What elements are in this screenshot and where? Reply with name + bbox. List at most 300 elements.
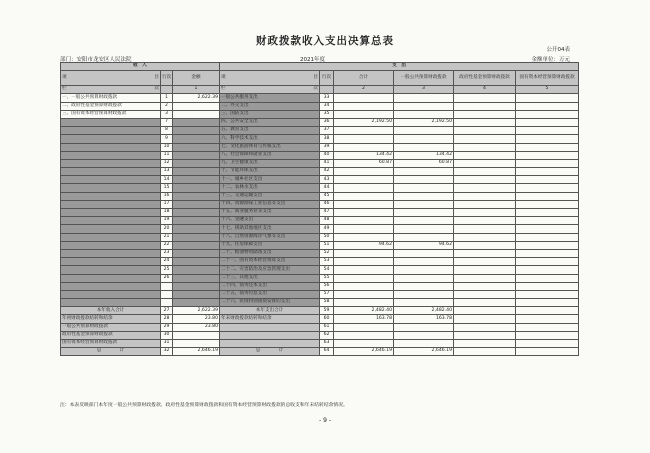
income-row-number: 8: [161, 127, 173, 135]
expense-total: [334, 217, 394, 225]
carry-expense-fund: [454, 323, 516, 331]
income-amount-empty: [173, 266, 220, 274]
expense-general: [394, 258, 454, 266]
carry-income-row: 28: [161, 315, 173, 323]
expense-total: [334, 249, 394, 257]
expense-general: [394, 266, 454, 274]
income-total-row: 27: [161, 307, 173, 315]
expense-row-number: 40: [320, 151, 334, 159]
item-col-label: 项: [62, 74, 67, 80]
income-item-empty: [61, 225, 161, 233]
expense-item: 十七、援助其他地区支出: [220, 225, 320, 233]
expense-item: 二十四、债务还本支出: [220, 282, 320, 290]
income-row-number: 23: [161, 249, 173, 257]
expense-total: [334, 102, 394, 110]
expense-total: [334, 299, 394, 307]
income-amount-empty: [173, 290, 220, 298]
col-number-2: 2: [334, 86, 394, 94]
income-amount-empty: [173, 127, 220, 135]
expense-soe: [516, 151, 579, 159]
table-body: [61, 63, 579, 356]
table-row: [61, 200, 579, 208]
grand-total-fund: [454, 348, 516, 356]
expense-soe: [516, 266, 579, 274]
expense-row-number: 47: [320, 209, 334, 217]
expense-item: 十二、农林水支出: [220, 184, 320, 192]
carry-expense-general: [394, 340, 454, 348]
expense-general: [394, 274, 454, 282]
expense-general: [394, 217, 454, 225]
expense-fund: [454, 110, 516, 118]
expense-total: [334, 184, 394, 192]
grand-total-amount: 2,646.19: [173, 348, 220, 356]
expense-item: 二十三、其他支出: [220, 274, 320, 282]
income-amount-empty: [173, 225, 220, 233]
carry-expense-label: [220, 331, 320, 339]
expense-header: 支 出: [220, 63, 579, 71]
table-row: [61, 331, 579, 339]
expense-fund: [454, 94, 516, 102]
carry-income-row: 31: [161, 340, 173, 348]
expense-total: 94.62: [334, 241, 394, 249]
table-row: [61, 94, 579, 102]
expense-fund: [454, 241, 516, 249]
income-item: 一、一般公共预算财政拨款: [61, 94, 161, 102]
expense-item: 九、卫生健康支出: [220, 159, 320, 167]
income-row-number: 25: [161, 266, 173, 274]
expense-soe: [516, 184, 579, 192]
grand-total-soe: [516, 348, 579, 356]
carry-expense-fund: [454, 340, 516, 348]
table-row: [61, 233, 579, 241]
expense-total-soe: [516, 307, 579, 315]
expense-item: 三、国防支出: [220, 110, 320, 118]
expense-total: [334, 290, 394, 298]
carry-income-amount: 23.80: [173, 315, 220, 323]
expense-general: 60.87: [394, 159, 454, 167]
expense-total: [334, 200, 394, 208]
income-amount-empty: [173, 176, 220, 184]
table-row: [61, 290, 579, 298]
expense-soe: [516, 249, 579, 257]
expense-general: [394, 94, 454, 102]
budget-table-container: [60, 62, 578, 395]
table-row: [61, 348, 579, 356]
expense-general: [394, 249, 454, 257]
expense-fund: [454, 209, 516, 217]
expense-row-number: 55: [320, 274, 334, 282]
expense-total: [334, 176, 394, 184]
income-amount-empty: [173, 192, 220, 200]
income-row-number: [161, 282, 173, 290]
year-label: 2021年度: [300, 57, 325, 63]
expense-general: [394, 110, 454, 118]
income-amount-empty: [173, 184, 220, 192]
expense-soe: [516, 282, 579, 290]
table-row: [61, 102, 579, 110]
expense-fund: [454, 274, 516, 282]
income-amount-empty: [173, 249, 220, 257]
expense-general: [394, 143, 454, 151]
table-row: [61, 241, 579, 249]
expense-item: 十五、商业服务业等支出: [220, 209, 320, 217]
income-item-empty: [61, 258, 161, 266]
expense-general: [394, 176, 454, 184]
expense-general: 2,192.50: [394, 118, 454, 126]
carry-expense-total: [334, 323, 394, 331]
expense-item: 十九、住房保障支出: [220, 241, 320, 249]
expense-total-row: 59: [320, 307, 334, 315]
income-amount-empty: [173, 200, 220, 208]
income-amount-empty: [173, 143, 220, 151]
income-row-number: 21: [161, 233, 173, 241]
table-row: [61, 127, 579, 135]
income-item-empty: [61, 135, 161, 143]
table-row: [61, 225, 579, 233]
expense-soe: [516, 102, 579, 110]
expense-row-number: 58: [320, 299, 334, 307]
income-item-empty: [61, 200, 161, 208]
table-row: [61, 151, 579, 159]
income-row-number: 10: [161, 143, 173, 151]
carry-expense-row: 60: [320, 315, 334, 323]
expense-general: [394, 168, 454, 176]
carry-expense-total: [334, 340, 394, 348]
carry-expense-general: [394, 331, 454, 339]
income-row-number: 24: [161, 258, 173, 266]
income-amount-empty: [173, 299, 220, 307]
expense-fund: [454, 127, 516, 135]
income-item-empty: [61, 168, 161, 176]
table-row: [61, 249, 579, 257]
income-row-number: 22: [161, 241, 173, 249]
income-item-empty: [61, 290, 161, 298]
carry-expense-fund: [454, 331, 516, 339]
table-row: [61, 315, 579, 323]
expense-total-total: 2,482.40: [334, 307, 394, 315]
col-number-1: 1: [173, 86, 220, 94]
expense-soe: [516, 143, 579, 151]
expense-total: [334, 266, 394, 274]
income-amount-empty: [173, 118, 220, 126]
income-amount-empty: [173, 258, 220, 266]
page-title: 财政拨款收入支出决算总表: [256, 35, 394, 47]
expense-item: 一般公共服务支出: [220, 94, 320, 102]
expense-total: 134.42: [334, 151, 394, 159]
expense-fund: [454, 249, 516, 257]
lan-cell: [220, 86, 320, 94]
expense-fund: [454, 192, 516, 200]
expense-general: [394, 290, 454, 298]
carry-expense-total: [334, 331, 394, 339]
page-number: - 9 -: [319, 417, 331, 424]
income-amount-empty: [173, 168, 220, 176]
expense-soe: [516, 135, 579, 143]
grand-total-label: 总 计: [61, 348, 161, 356]
expense-total: 60.87: [334, 159, 394, 167]
expense-soe: [516, 118, 579, 126]
table-row: [61, 258, 579, 266]
carry-expense-label: [220, 340, 320, 348]
expense-general: [394, 200, 454, 208]
income-total-label: 本年收入合计: [61, 307, 161, 315]
expense-soe: [516, 127, 579, 135]
income-amount-empty: [173, 151, 220, 159]
income-item-empty: [61, 209, 161, 217]
expense-row-header: 行次: [320, 71, 334, 86]
income-row-number: 13: [161, 168, 173, 176]
expense-item: 十八、自然资源海洋气象等支出: [220, 233, 320, 241]
grand-total-general: 2,646.19: [394, 348, 454, 356]
expense-total: [334, 282, 394, 290]
carry-expense-soe: [516, 331, 579, 339]
col-number-4: 4: [454, 86, 516, 94]
grand-total-expense-label: 总 计: [220, 348, 320, 356]
table-row: [61, 307, 579, 315]
footnote: 注：本表反映部门本年度一般公共预算财政拨款、政府性基金预算财政拨款和国有资本经营预算财政拨款的总收支和年末结转结余情况。: [60, 403, 348, 408]
income-row-number: 20: [161, 225, 173, 233]
carry-expense-general: 163.78: [394, 315, 454, 323]
expense-fund: [454, 233, 516, 241]
income-item-empty: [61, 217, 161, 225]
income-item-empty: [61, 233, 161, 241]
income-row-number: [161, 299, 173, 307]
table-row: [61, 217, 579, 225]
expense-total: [334, 127, 394, 135]
carry-income-label: 一般公共预算财政拨款: [61, 323, 161, 331]
income-item-header: [61, 71, 161, 86]
grand-total-total: 2,646.19: [334, 348, 394, 356]
lan-label: 栏: [62, 86, 67, 92]
department-label: 部门：安阳市龙安区人民法院: [60, 57, 132, 63]
expense-general: 94.62: [394, 241, 454, 249]
income-amount-empty: [173, 233, 220, 241]
income-item-empty: [61, 282, 161, 290]
income-item-empty: [61, 192, 161, 200]
income-row-number: 3: [161, 110, 173, 118]
income-row-number: 1: [161, 94, 173, 102]
table-row: [61, 118, 579, 126]
income-amount-empty: [173, 217, 220, 225]
income-amount: 2,622.39: [173, 94, 220, 102]
carry-expense-row: 62: [320, 331, 334, 339]
expense-general: [394, 127, 454, 135]
table-row: [61, 168, 579, 176]
carry-income-amount: [173, 331, 220, 339]
expense-total: [334, 274, 394, 282]
income-amount: [173, 110, 220, 118]
expense-soe: [516, 94, 579, 102]
expense-fund: [454, 290, 516, 298]
expense-total: [334, 168, 394, 176]
expense-row-number: 50: [320, 233, 334, 241]
expense-general: [394, 233, 454, 241]
income-item-empty: [61, 274, 161, 282]
expense-total-label: 本年支出合计: [220, 307, 320, 315]
expense-fund: [454, 102, 516, 110]
expense-soe: [516, 176, 579, 184]
expense-soe: [516, 299, 579, 307]
expense-fund: [454, 151, 516, 159]
item-col-label: 项: [221, 74, 226, 80]
expense-row-number: 34: [320, 102, 334, 110]
carry-expense-row: 63: [320, 340, 334, 348]
expense-general: [394, 102, 454, 110]
form-code: 公开04表: [546, 47, 570, 53]
expense-soe: [516, 217, 579, 225]
income-row-number: 9: [161, 135, 173, 143]
table-row: [61, 159, 579, 167]
expense-fund: [454, 282, 516, 290]
carry-expense-soe: [516, 323, 579, 331]
income-item: 二、政府性基金预算财政拨款: [61, 102, 161, 110]
carry-expense-general: [394, 323, 454, 331]
expense-row-number: 49: [320, 225, 334, 233]
income-amount-empty: [173, 241, 220, 249]
income-row-number: 26: [161, 274, 173, 282]
expense-general: [394, 225, 454, 233]
expense-soe: [516, 159, 579, 167]
income-item-empty: [61, 241, 161, 249]
expense-row-number: 42: [320, 168, 334, 176]
expense-row-number: 46: [320, 200, 334, 208]
expense-general: [394, 209, 454, 217]
carry-income-label: 年初财政拨款结转和结余: [61, 315, 161, 323]
expense-soe: [516, 200, 579, 208]
expense-item: 十三、交通运输支出: [220, 192, 320, 200]
lan-row-cell: [320, 86, 334, 94]
carry-income-row: 30: [161, 331, 173, 339]
expense-fund: [454, 299, 516, 307]
expense-soe: [516, 274, 579, 282]
expense-row-number: 53: [320, 258, 334, 266]
expense-fund: [454, 176, 516, 184]
table-row: [61, 299, 579, 307]
grand-total-row: 32: [161, 348, 173, 356]
expense-total: [334, 110, 394, 118]
table-row: [61, 176, 579, 184]
expense-general: [394, 135, 454, 143]
income-row-number: 14: [161, 176, 173, 184]
income-row-number: 2: [161, 102, 173, 110]
expense-row-number: 37: [320, 127, 334, 135]
income-amount-empty: [173, 282, 220, 290]
col-number-3: 3: [394, 86, 454, 94]
expense-total: 2,192.50: [334, 118, 394, 126]
col-number-5: 5: [516, 86, 579, 94]
expense-item: 二十二、灾害防治及应急管理支出: [220, 266, 320, 274]
expense-item: 四、公共安全支出: [220, 118, 320, 126]
expense-general: [394, 299, 454, 307]
expense-fund: [454, 159, 516, 167]
expense-fund: [454, 143, 516, 151]
expense-item: 十、节能环保支出: [220, 168, 320, 176]
table-row: [61, 274, 579, 282]
expense-general: [394, 184, 454, 192]
income-item-empty: [61, 184, 161, 192]
income-amount: [173, 102, 220, 110]
income-amount-empty: [173, 274, 220, 282]
expense-row-number: 39: [320, 143, 334, 151]
ci-label: 次: [313, 86, 319, 92]
income-item-empty: [61, 249, 161, 257]
expense-row-number: 41: [320, 159, 334, 167]
expense-row-number: 44: [320, 184, 334, 192]
table-row: [61, 340, 579, 348]
mu-label: 目: [154, 74, 159, 80]
expense-soe: [516, 168, 579, 176]
expense-row-number: 35: [320, 110, 334, 118]
fund-budget-header: 政府性基金预算财政拨款: [454, 71, 516, 86]
carry-expense-label: [220, 323, 320, 331]
table-row: [61, 209, 579, 217]
expense-total-general: 2,482.40: [394, 307, 454, 315]
lan-row-cell: [161, 86, 173, 94]
lan-cell: [61, 86, 161, 94]
income-amount-empty: [173, 135, 220, 143]
carry-income-row: 29: [161, 323, 173, 331]
expense-row-number: 36: [320, 118, 334, 126]
income-amount-empty: [173, 159, 220, 167]
carry-income-label: 政府性基金预算财政拨款: [61, 331, 161, 339]
income-header: 收 入: [61, 63, 220, 71]
expense-item: 二十、粮油物资储备支出: [220, 249, 320, 257]
budget-table: [60, 62, 579, 356]
income-row-number: 11: [161, 151, 173, 159]
expense-item: 二十五、债务付息支出: [220, 290, 320, 298]
carry-income-amount: [173, 340, 220, 348]
income-item-empty: [61, 159, 161, 167]
expense-row-number: 45: [320, 192, 334, 200]
expense-row-number: 52: [320, 249, 334, 257]
ci-label: 次: [154, 86, 159, 92]
expense-item: 二、外交支出: [220, 102, 320, 110]
income-item-empty: [61, 143, 161, 151]
income-item-empty: [61, 118, 161, 126]
expense-item: 八、社会保障和就业支出: [220, 151, 320, 159]
expense-total: [334, 192, 394, 200]
income-item-empty: [61, 176, 161, 184]
expense-fund: [454, 200, 516, 208]
expense-soe: [516, 225, 579, 233]
table-row: [61, 110, 579, 118]
expense-fund: [454, 168, 516, 176]
expense-fund: [454, 258, 516, 266]
expense-total: [334, 209, 394, 217]
income-row-number: [161, 290, 173, 298]
income-row-number: 19: [161, 217, 173, 225]
expense-total: [334, 135, 394, 143]
expense-total: [334, 233, 394, 241]
expense-soe: [516, 241, 579, 249]
general-budget-header: 一般公共预算财政拨款: [394, 71, 454, 86]
table-row: [61, 323, 579, 331]
expense-row-number: 43: [320, 176, 334, 184]
expense-item: 二十一、国有资本经营预算支出: [220, 258, 320, 266]
carry-expense-row: 61: [320, 323, 334, 331]
total-header: 合计: [334, 71, 394, 86]
income-item-empty: [61, 127, 161, 135]
table-row: [61, 135, 579, 143]
income-row-number: 18: [161, 209, 173, 217]
table-row: [61, 184, 579, 192]
grand-total-expense-row: 64: [320, 348, 334, 356]
expense-item: 二十六、抗疫特别国债安排的支出: [220, 299, 320, 307]
income-item-empty: [61, 299, 161, 307]
expense-item: 五、教育支出: [220, 127, 320, 135]
expense-total-fund: [454, 307, 516, 315]
expense-item: 七、文化旅游体育与传媒支出: [220, 143, 320, 151]
